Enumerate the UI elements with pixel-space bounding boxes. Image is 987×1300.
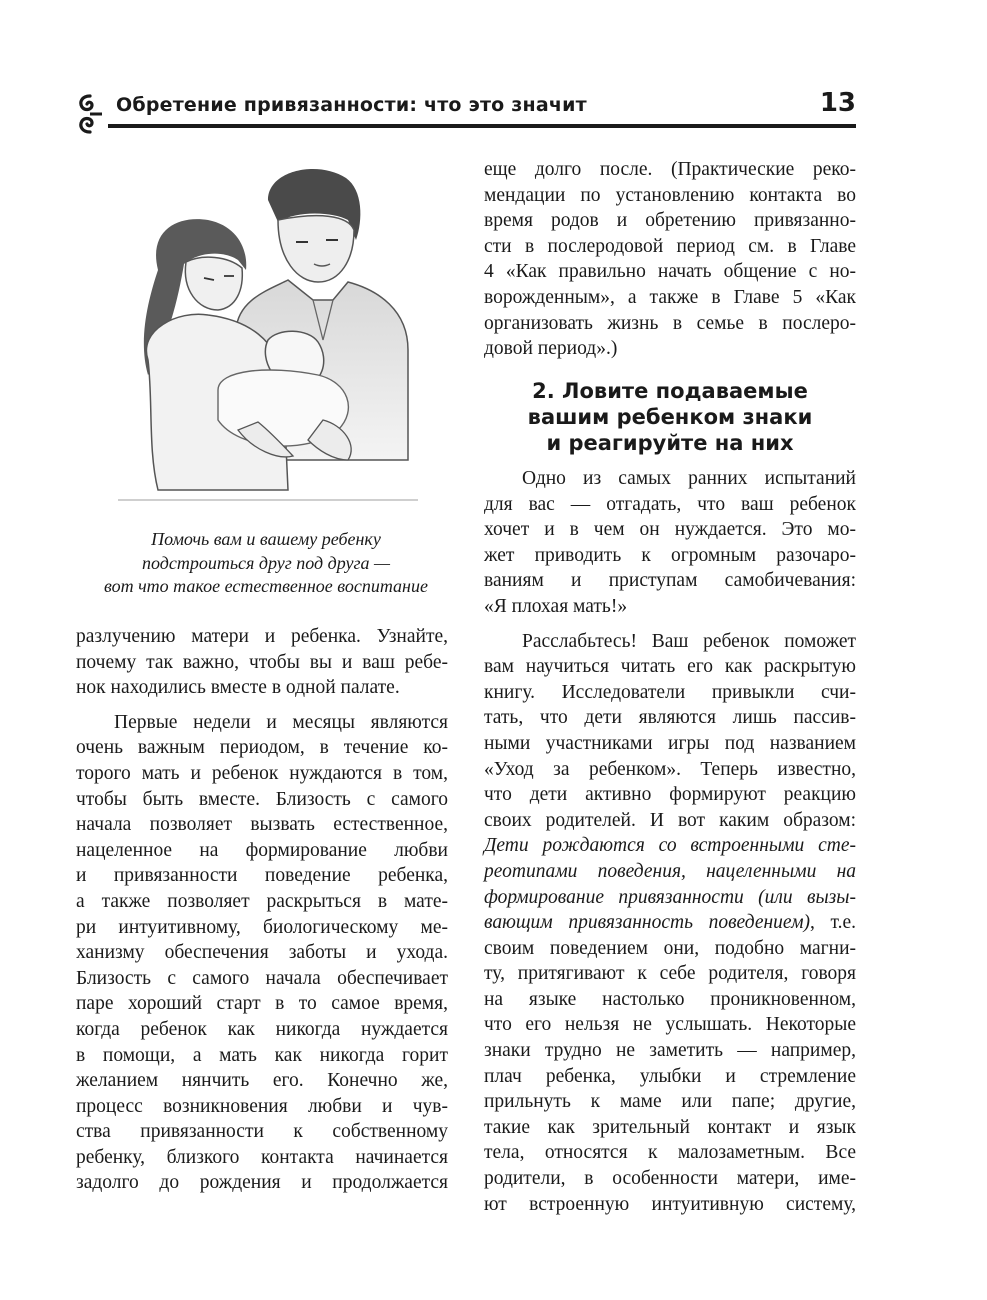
text-line: что дети активно формируют реакцию bbox=[484, 784, 856, 806]
text-line: плач ребенка, улыбки и стремление bbox=[484, 1065, 856, 1087]
text-line: довой период».) bbox=[484, 338, 618, 360]
text-line: «Уход за ребенком». Теперь известно, bbox=[484, 758, 856, 780]
left-column bbox=[76, 624, 448, 1196]
text-line: Одно из самых ранних испытаний bbox=[522, 468, 856, 489]
section-heading bbox=[484, 378, 856, 456]
running-header bbox=[76, 86, 856, 130]
heading-line: 2. Ловите подаваемые bbox=[532, 379, 808, 403]
header-rule bbox=[108, 124, 856, 128]
text-line: ными участниками игры под названием bbox=[484, 732, 856, 754]
text-line: Расслабьтесь! Ваш ребенок поможет bbox=[522, 630, 856, 652]
text-line: тела, относятся к малозаметным. Все bbox=[484, 1142, 856, 1164]
text-line: мендации по установлению контакта во bbox=[484, 184, 856, 206]
text-line: ства привязанности к собственному bbox=[76, 1121, 448, 1143]
text-line: родители, в особенности матери, име- bbox=[484, 1168, 856, 1190]
text-line: вам научиться читать его как раскрытую bbox=[484, 656, 856, 678]
text-line: ворожденным», а также в Главе 5 «Как bbox=[484, 286, 856, 308]
text-line: такие как зрительный контакт и язык bbox=[484, 1116, 856, 1138]
text-line: Первые недели и месяцы являются bbox=[114, 711, 448, 733]
heading-line: вашим ребенком знаки bbox=[527, 405, 813, 429]
text-line: Близость с самого начала обеспечивает bbox=[76, 967, 448, 989]
text-line: чтобы быть вместе. Близость с самого bbox=[76, 788, 448, 810]
text-line: тать, что дети являются лишь пассив- bbox=[484, 707, 856, 729]
text-line: нок находились вместе в одной палате. bbox=[76, 677, 400, 699]
text-line: организовать жизнь в семье в послеро- bbox=[484, 312, 856, 334]
text-line: ри интуитивному, биологическому ме- bbox=[76, 916, 448, 938]
text-line: хочет и в чем он нуждается. Это мо- bbox=[484, 519, 856, 541]
page-number: 13 bbox=[819, 88, 856, 118]
text-line: 4 «Как правильно начать общение с но- bbox=[484, 261, 856, 283]
text-line: нацеленное на формирование любви bbox=[76, 839, 448, 861]
text-line: еще долго после. (Практические реко- bbox=[484, 159, 856, 180]
plain-fragment: , т.е. bbox=[810, 912, 856, 934]
text-line: почему так важно, чтобы вы и ваш ребе- bbox=[76, 651, 448, 673]
mixed-text-line bbox=[484, 910, 856, 936]
text-line: сти в послеродовой период см. в Главе bbox=[484, 235, 856, 257]
italic-fragment: вающим привязанность поведением) bbox=[484, 912, 811, 934]
text-line: прильнуть к маме или папе; другие, bbox=[484, 1091, 856, 1113]
text-line: в помощи, а мать как никогда горит bbox=[76, 1044, 448, 1066]
text-line: разлучению матери и ребенка. Узнайте, bbox=[76, 626, 448, 647]
text-line: торого мать и ребенок нуждаются в том, bbox=[76, 762, 448, 784]
text-line: на языке настолько проникновенном, bbox=[484, 988, 856, 1010]
italic-text-line: реотипами поведения, нацеленными на bbox=[484, 860, 856, 882]
caption-line: подстроиться друг под друга — bbox=[141, 552, 391, 573]
text-line: паре хороший старт в то самое время, bbox=[76, 993, 448, 1015]
text-line: своим поведением они, подобно магни- bbox=[484, 937, 856, 959]
text-line: «Я плохая мать!» bbox=[484, 595, 628, 617]
text-line: своих родителей. И вот каким образом: bbox=[484, 809, 856, 831]
text-line: знаки трудно не заметить — например, bbox=[484, 1040, 856, 1062]
caption-line: Помочь вам и вашему ребенку bbox=[151, 529, 381, 549]
text-line: очень важным периодом, в течение ко- bbox=[76, 737, 448, 759]
text-line: а также позволяет раскрыться в мате- bbox=[76, 890, 448, 912]
text-line: ют встроенную интуитивную систему, bbox=[484, 1193, 856, 1215]
text-line: ребенку, близкого контакта начинается bbox=[76, 1146, 448, 1168]
italic-text-line: формирование привязанности (или вызы- bbox=[484, 886, 856, 908]
text-line: когда ребенок как никогда нуждается bbox=[76, 1018, 448, 1040]
text-line: что его нельзя не услышать. Некоторые bbox=[484, 1014, 856, 1036]
text-line: для вас — отгадать, что ваш ребенок bbox=[484, 493, 856, 515]
spiral-ornament-icon bbox=[76, 92, 104, 136]
running-title: Обретение привязанности: что это значит bbox=[116, 94, 587, 116]
figure-caption bbox=[76, 528, 456, 599]
caption-line: вот что такое естественное воспитание bbox=[104, 576, 428, 596]
text-line: ваниям и приступам самобичевания: bbox=[484, 570, 856, 592]
text-line: ту, притягивают к себе родителя, говоря bbox=[484, 963, 856, 985]
text-line: процесс возникновения любви и чув- bbox=[76, 1095, 448, 1117]
text-line: ханизму обеспечения заботы и ухода. bbox=[76, 942, 448, 964]
text-line: и привязанности поведение ребенка, bbox=[76, 865, 448, 887]
text-line: книгу. Исследователи привыкли счи- bbox=[484, 681, 856, 703]
text-line: начала позволяет вызвать естественное, bbox=[76, 814, 448, 836]
right-column-body bbox=[484, 466, 856, 1217]
text-line: желанием нянчить его. Конечно же, bbox=[76, 1070, 448, 1092]
heading-line: и реагируйте на них bbox=[546, 431, 794, 455]
text-line: задолго до рождения и продолжается bbox=[76, 1172, 448, 1194]
text-line: жет приводить к огромным разочаро- bbox=[484, 544, 856, 566]
right-column-top bbox=[484, 157, 856, 362]
italic-text-line: Дети рождаются со встроенными сте- bbox=[484, 835, 856, 857]
text-line: время родов и обретению привязанно- bbox=[484, 210, 856, 232]
parents-with-baby-illustration bbox=[118, 160, 418, 510]
